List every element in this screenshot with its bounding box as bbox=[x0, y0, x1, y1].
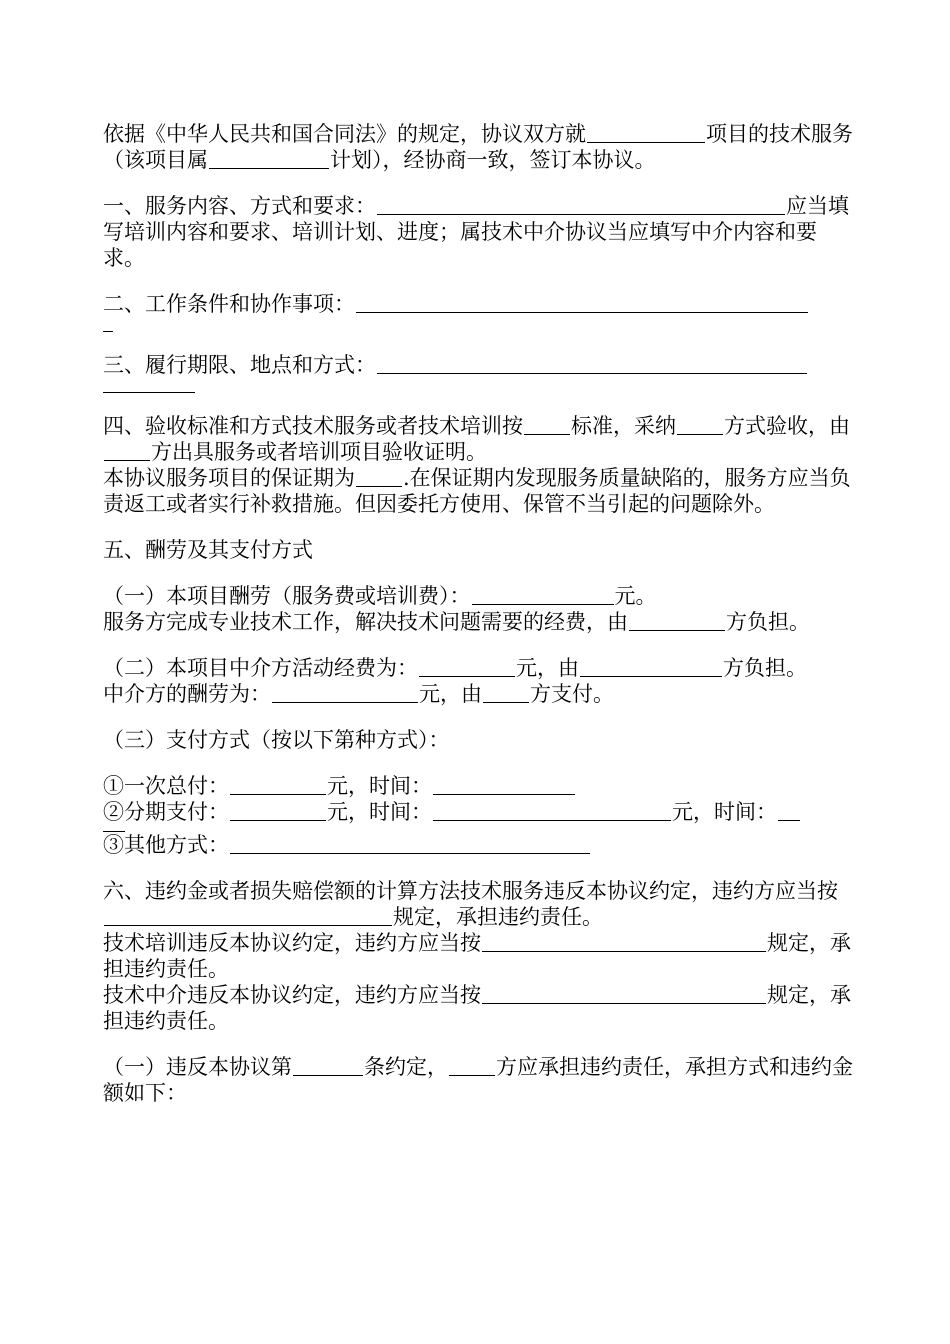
intermediary-liability-text-b: 规定，承担违约责任。 bbox=[103, 983, 851, 1033]
section-4-text-a: 四、验收标准和方式技术服务或者技术培训按 bbox=[103, 414, 523, 438]
intermediary-text-b: 元，由 bbox=[516, 656, 579, 680]
section-2 bbox=[103, 291, 853, 317]
intro-text-2: 项目的技术服务（该项目属 bbox=[103, 122, 853, 172]
payment-option-1 bbox=[103, 773, 853, 799]
section-2-title: 二、工作条件和协作事项： bbox=[103, 292, 355, 316]
section-1 bbox=[103, 193, 853, 271]
expense-paragraph bbox=[103, 609, 853, 635]
section-6-text-b: 规定，承担违约责任。 bbox=[393, 905, 603, 929]
option-3-label: ③其他方式： bbox=[103, 833, 229, 857]
section-4-text-b: 标准，采纳 bbox=[571, 414, 676, 438]
performance-terms-blank[interactable] bbox=[377, 355, 807, 374]
breach-text-a: （一）违反本协议第 bbox=[103, 1055, 292, 1079]
section-3 bbox=[103, 352, 853, 378]
intermediary-fee-paragraph bbox=[103, 681, 853, 707]
lump-sum-amount-blank[interactable] bbox=[230, 776, 326, 795]
section-3-title: 三、履行期限、地点和方式： bbox=[103, 353, 376, 377]
intermediary-fee-text-b: 元，由 bbox=[419, 682, 482, 706]
training-liability-text-a: 技术培训违反本协议约定，违约方应当按 bbox=[103, 931, 481, 955]
breach-party-blank[interactable] bbox=[449, 1057, 495, 1076]
payment-option-3 bbox=[103, 832, 853, 858]
option-1-label: ①一次总付： bbox=[103, 774, 229, 798]
contract-document bbox=[103, 121, 853, 1106]
warranty-paragraph bbox=[103, 465, 853, 517]
option-2-text-b: 元，时间： bbox=[672, 800, 777, 824]
warranty-text-a: 本协议服务项目的保证期为 bbox=[103, 466, 355, 490]
installment-time-blank[interactable] bbox=[433, 802, 671, 821]
acceptance-method-blank[interactable] bbox=[677, 416, 723, 435]
warranty-text-b: .在保证期内发现服务质量缺陷的，服务方应当负责返工或者实行补救措施。但因委托方使用、保管不当引起的问题除外。 bbox=[103, 466, 851, 516]
fee-paragraph bbox=[103, 583, 853, 609]
lump-sum-time-blank[interactable] bbox=[433, 776, 575, 795]
intermediary-cost-party-blank[interactable] bbox=[580, 658, 722, 677]
acceptance-standard-blank[interactable] bbox=[524, 416, 570, 435]
section-4-text-d: 方出具服务或者培训项目验收证明。 bbox=[151, 440, 487, 464]
plan-name-blank[interactable] bbox=[209, 150, 329, 169]
intermediary-text-c: 方负担。 bbox=[723, 656, 807, 680]
option-2-label: ②分期支付： bbox=[103, 800, 229, 824]
installment-amount-blank[interactable] bbox=[230, 802, 326, 821]
fee-text-b: 元。 bbox=[614, 584, 657, 608]
intro-paragraph bbox=[103, 121, 853, 173]
section-4-text-c: 方式验收，由 bbox=[724, 414, 850, 438]
section-6-text-a: 六、违约金或者损失赔偿额的计算方法技术服务违反本协议约定，违约方应当按 bbox=[103, 879, 838, 903]
fee-text-a: （一）本项目酬劳（服务费或培训费）： bbox=[103, 584, 471, 608]
intermediary-fee-text-a: 中介方的酬劳为： bbox=[103, 682, 271, 706]
breach-text-c: 方应承担违约责任，承担方式和违约金额如下： bbox=[103, 1055, 853, 1105]
work-conditions-blank[interactable] bbox=[356, 294, 808, 313]
intermediary-fee-text-c: 方支付。 bbox=[530, 682, 614, 706]
fee-amount-blank[interactable] bbox=[472, 586, 614, 605]
intermediary-text-a: （二）本项目中介方活动经费为： bbox=[103, 656, 418, 680]
installment-time-2-blank-cont[interactable] bbox=[103, 825, 125, 832]
section-1-text: 应当填写培训内容和要求、培训计划、进度；属技术中介协议当应填写中介内容和要求。 bbox=[103, 194, 849, 270]
intro-text-3: 计划），经协商一致，签订本协议。 bbox=[330, 148, 656, 172]
payment-method-title: （三）支付方式（按以下第种方式）： bbox=[103, 728, 450, 752]
breach-paragraph bbox=[103, 1054, 853, 1106]
option-1-text: 元，时间： bbox=[327, 774, 432, 798]
section-6 bbox=[103, 878, 853, 930]
section-1-title: 一、服务内容、方式和要求： bbox=[103, 194, 376, 218]
training-liability-blank[interactable] bbox=[482, 933, 766, 952]
warranty-period-blank[interactable] bbox=[356, 468, 402, 487]
work-conditions-blank-cont[interactable] bbox=[103, 317, 113, 332]
intermediary-fee-blank[interactable] bbox=[272, 684, 418, 703]
intermediary-fee-party-blank[interactable] bbox=[483, 684, 529, 703]
expense-text-b: 方负担。 bbox=[726, 610, 810, 634]
service-content-blank[interactable] bbox=[377, 196, 785, 215]
intermediary-paragraph bbox=[103, 655, 853, 681]
breach-clause-blank[interactable] bbox=[293, 1057, 363, 1076]
section-5-title: 五、酬劳及其支付方式 bbox=[103, 538, 313, 562]
intermediary-liability-blank[interactable] bbox=[482, 985, 766, 1004]
intermediary-liability-paragraph bbox=[103, 982, 853, 1034]
option-2-text-a: 元，时间： bbox=[327, 800, 432, 824]
breach-text-b: 条约定， bbox=[364, 1055, 448, 1079]
expense-party-blank[interactable] bbox=[629, 612, 725, 631]
training-liability-paragraph bbox=[103, 930, 853, 982]
installment-time-2-blank[interactable] bbox=[778, 802, 800, 821]
service-liability-blank[interactable] bbox=[104, 907, 392, 926]
performance-terms-blank-cont[interactable] bbox=[103, 378, 195, 393]
expense-text-a: 服务方完成专业技术工作，解决技术问题需要的经费，由 bbox=[103, 610, 628, 634]
intro-text-1: 依据《中华人民共和国合同法》的规定，协议双方就 bbox=[103, 122, 586, 146]
intermediary-liability-text-a: 技术中介违反本协议约定，违约方应当按 bbox=[103, 983, 481, 1007]
certifying-party-blank[interactable] bbox=[104, 442, 150, 461]
payment-option-2 bbox=[103, 799, 853, 825]
intermediary-cost-blank[interactable] bbox=[419, 658, 515, 677]
project-name-blank[interactable] bbox=[587, 124, 705, 143]
section-4 bbox=[103, 413, 853, 465]
training-liability-text-b: 规定，承担违约责任。 bbox=[103, 931, 851, 981]
other-method-blank[interactable] bbox=[230, 835, 590, 854]
